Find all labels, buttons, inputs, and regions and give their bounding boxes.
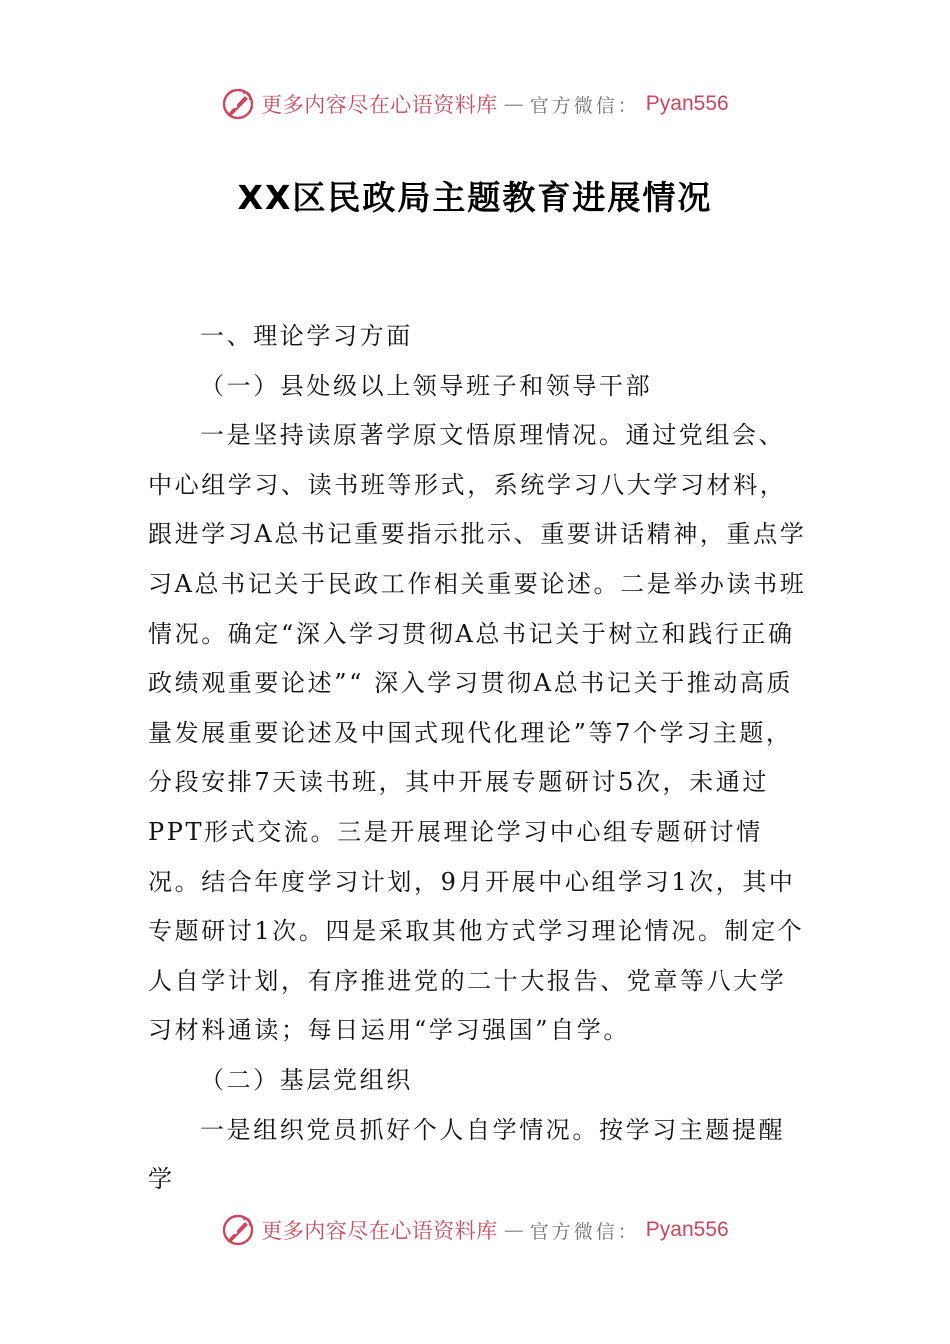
pen-logo-icon <box>221 1213 255 1247</box>
watermark-dash: — <box>503 92 524 116</box>
subsection-heading: （二）基层党组织 <box>200 1065 413 1094</box>
section-heading: 一、理论学习方面 <box>200 322 413 350</box>
subsection-heading: （一）县处级以上领导班子和领导干部 <box>200 371 653 400</box>
watermark-contact-id: Pyan556 <box>645 1218 729 1241</box>
watermark-contact-label: 官方微信： <box>529 1220 640 1243</box>
body-paragraph: 一是坚持读原著学原文悟原理情况。通过党组会、中心组学习、读书班等形式，系统学习八大学习材料，跟进学习A总书记重要指示批示、重要讲话精神，重点学习A总书记关于民政工作相关重要论述。二是举办读书班情况。确定“深入学习贯彻A总书记关于树立和践行正确政绩观重要论述”“ 深入学习贯彻A总书记关于推动高质量发展重要论述及中国式现代化理论”等7个学习主题，分段安排7天读书班，其中开展专题研讨5次，未通过PPT形式交流。三是开展理论学习中心组专题研讨情况。结合年度学习计划，9月开展中心组学习1次，其中专题研讨1次。四是采取其他方式学习理论情况。制定个人自学计划，有序推进党的二十大报告、党章等八大学习材料通读；每日运用“学习强国”自学。 <box>148 421 807 1045</box>
pen-logo-icon <box>221 87 255 121</box>
watermark-contact-id: Pyan556 <box>645 92 729 115</box>
header-watermark <box>0 84 950 124</box>
footer-watermark <box>0 1210 950 1250</box>
watermark-slogan: 更多内容尽在心语资料库 <box>261 1219 498 1243</box>
body-paragraph: 一是组织党员抓好个人自学情况。按学习主题提醒学 <box>148 1115 786 1194</box>
watermark-dash: — <box>503 1218 524 1242</box>
document-body <box>148 312 808 1205</box>
document-title: XX区民政局主题教育进展情况 <box>237 178 713 217</box>
watermark-slogan: 更多内容尽在心语资料库 <box>261 93 498 117</box>
watermark-contact-label: 官方微信： <box>529 94 640 117</box>
